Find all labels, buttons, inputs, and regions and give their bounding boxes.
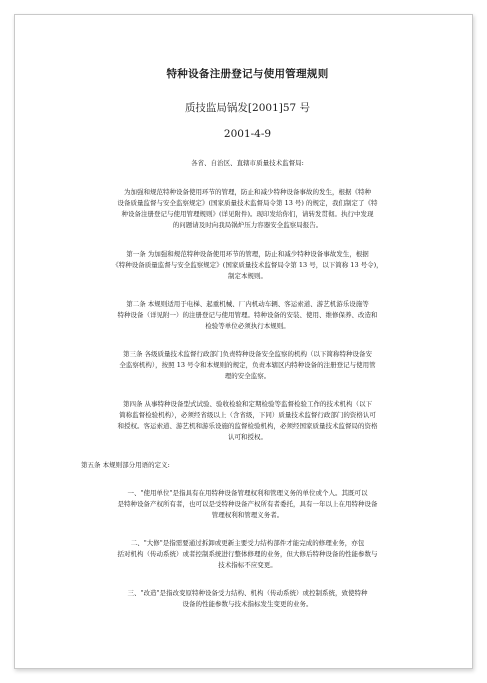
- definition-line: 管理权利和管理义务者。: [211, 511, 284, 519]
- article-line: 简称监督检验机构），必须经省级以上（含省级，下同）质量技术监督行政部门的资格认可: [119, 411, 376, 419]
- article-line: 第三条 各级质量技术监督行政部门负责特种设备安全监察的机构（以下简称特种设备安: [122, 350, 373, 358]
- article-line: 制定本规则。: [228, 272, 267, 280]
- document-date: 2001-4-9: [223, 128, 272, 140]
- definition-line: 括对机构（传动系统）或者控制系统进行整体修理的业务，但大修后特种设备的性能参数与: [117, 550, 378, 558]
- document-page: [14, 14, 473, 669]
- document-title: 特种设备注册登记与使用管理规则: [166, 68, 329, 80]
- article-line: 全监察机构），按照 13 号令和本规则的规定，负责本辖区内特种设备的注册登记与使用管: [119, 361, 376, 369]
- intro-line: 设备质量监督与安全监察规定》(国家质量技术监督局令第 13 号) 的规定，我们制定了《特: [117, 199, 378, 207]
- article-line: 理的安全监察。: [224, 372, 271, 380]
- definition-line: 是特种设备产权所有者，也可以是受特种设备产权所有者委托，具有一年以上在用特种设备: [117, 500, 378, 508]
- article-line: 《特种设备质量监督与安全监察规定》(国家质量技术监督局令第 13 号，以下简称 13 号令)，: [112, 261, 383, 269]
- article-3: [75, 349, 420, 382]
- salutation: 各省、自治区、直辖市质量技术监督局:: [191, 159, 304, 167]
- article-5: [75, 460, 420, 471]
- definition-line: 技术指标不应变更。: [218, 561, 277, 569]
- definition-line: 三、"改造"是指改变原特种设备受力结构、机构（传动系统）或控制系统，致使特种: [127, 589, 368, 597]
- intro-paragraph: [75, 187, 420, 231]
- article-line: 第二条 本规则适用于电梯、起重机械、厂内机动车辆、客运索道、游艺机游乐设施等: [126, 300, 369, 308]
- article-line: 第一条 为加强和规范特种设备使用环节的管理，防止和减少特种设备事故发生，根据: [126, 250, 369, 258]
- article-1: [75, 249, 420, 282]
- document-content: [75, 67, 420, 610]
- article-line: 第四条 从事特种设备型式试验、验收检验和定期检验等监督检验工作的技术机构（以下: [122, 400, 373, 408]
- intro-line: 的问题请及时向我局锅炉压力容器安全监察局报告。: [172, 221, 323, 229]
- intro-line: 为加强和规范特种设备使用环节的管理，防止和减少特种设备事故的发生，根据《特种: [124, 188, 371, 196]
- article-line: 和授权。客运索道、游艺机和游乐设施的监督检验机构，必须经国家质量技术监督局的资格: [117, 422, 378, 430]
- document-number: 质技监局锅发[2001]57 号: [184, 102, 311, 114]
- definition-2: [75, 538, 420, 571]
- article-line: 第五条 本规则部分用语的定义:: [81, 461, 170, 469]
- article-2: [75, 299, 420, 332]
- definition-1: [75, 488, 420, 521]
- definition-line: 一、"使用单位"是指具有在用特种设备管理权利和管理义务的单位或个人。其既可以: [127, 489, 368, 497]
- definition-3: [75, 588, 420, 610]
- article-4: [75, 399, 420, 443]
- article-line: 特种设备（详见附一）的注册登记与使用管理。特种设备的安装、使用、维修保养、改造和: [117, 311, 378, 319]
- article-line: 认可和授权。: [228, 433, 267, 441]
- definition-line: 设备的性能参数与技术指标发生变更的业务。: [182, 600, 313, 608]
- intro-line: 种设备注册登记与使用管理规则》(详见附件)。现印发给你们，请转发贯彻。执行中发现: [121, 210, 374, 218]
- article-line: 检验等单位必须执行本规则。: [205, 322, 290, 330]
- definition-line: 二、"大修"是指需要通过拆卸或更新主要受力结构部件才能完成的修理业务，亦包: [130, 539, 365, 547]
